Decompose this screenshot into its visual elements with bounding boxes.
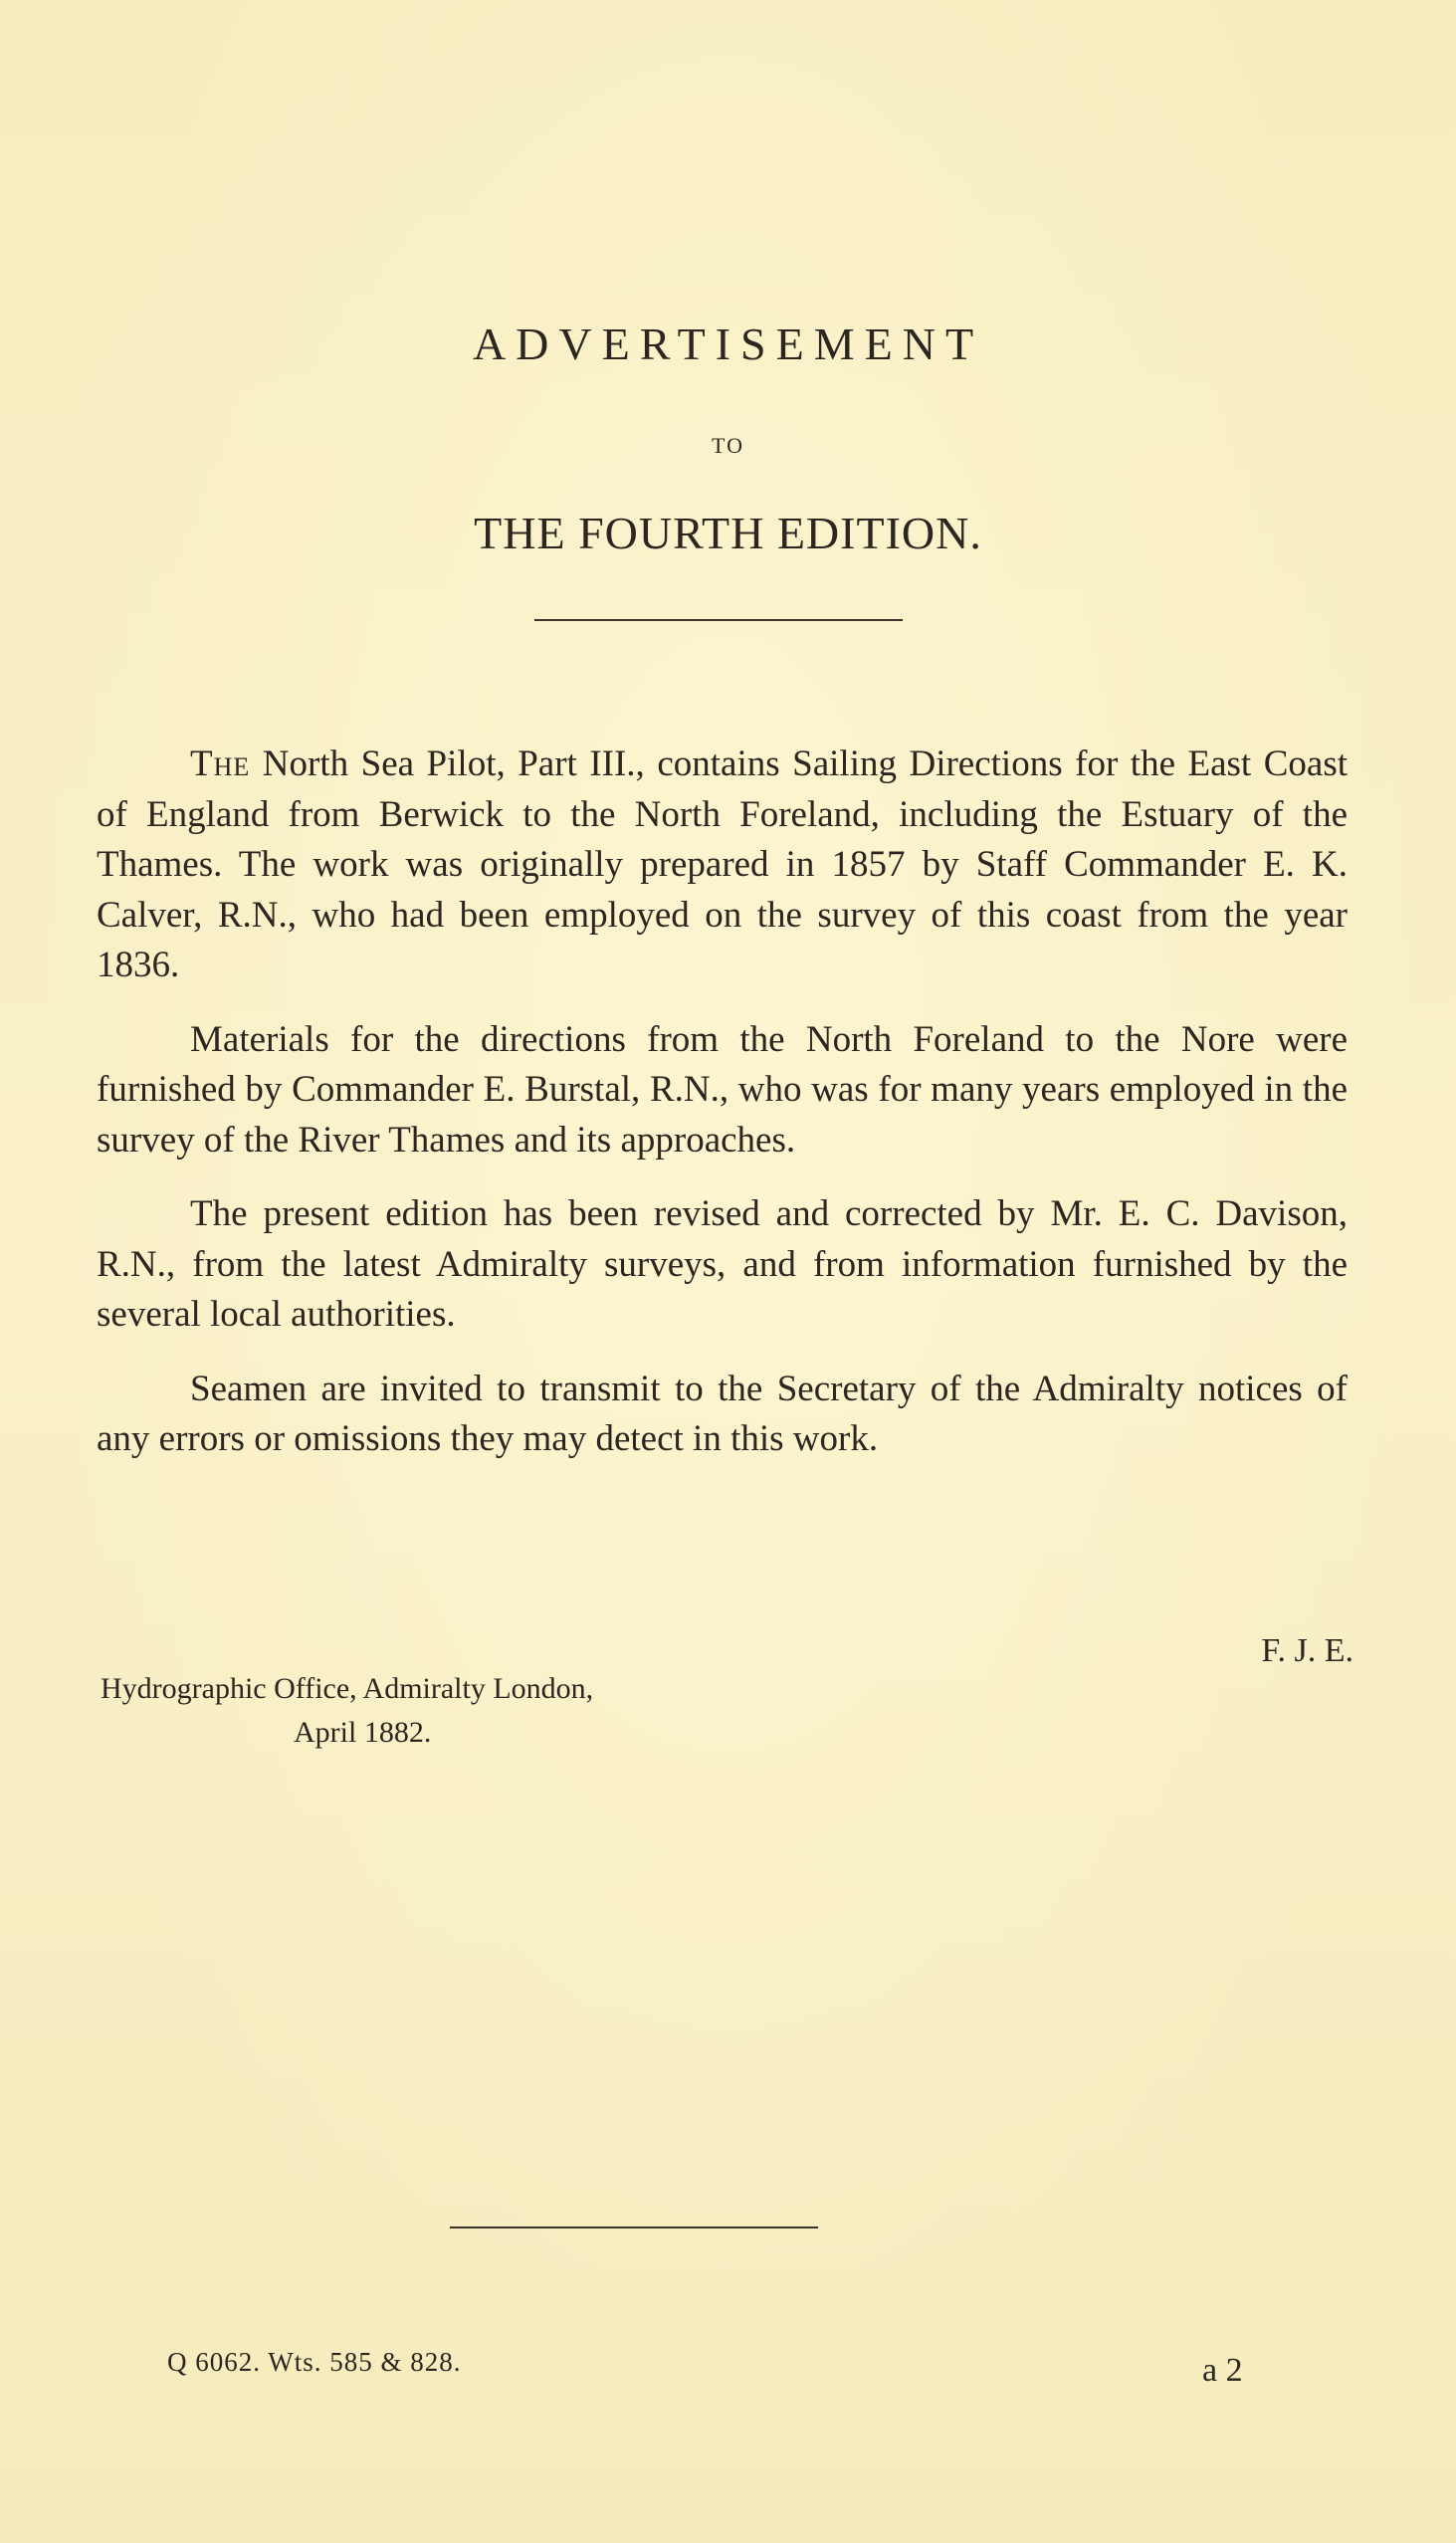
title-connector: TO [712, 433, 744, 458]
paragraph-2: Materials for the directions from the North Foreland to the Nore were furnished by Commander E. Burstal, R.N., who was for many years employed in the survey of the River Thames and its approaches. [97, 1018, 1348, 1161]
office-address: Hydrographic Office, Admiralty London, [101, 1672, 594, 1705]
signature-initials: F. J. E. [1261, 1632, 1353, 1669]
paragraph-1-text: North Sea Pilot, Part III., contains Sailing Directions for the East Coast of England from Berwick to the North Foreland, including the Estuary of the Thames. The work was originally prepared in 1857 by Staff Commander E. K. Calver, R.N., who had been employed on the survey of this coast from the year 1836. [97, 743, 1348, 985]
paragraph-3: The present edition has been revised and corrected by Mr. E. C. Davison, R.N., from the latest Admiralty surveys, and from information furnished by the several local authorities. [97, 1193, 1348, 1335]
paragraph-1 [97, 740, 1348, 991]
edition-subtitle: THE FOURTH EDITION. [474, 508, 982, 558]
paragraph-1-lead: The [190, 743, 251, 784]
issue-date: April 1882. [294, 1716, 432, 1749]
paragraph-4: Seamen are invited to transmit to the Secretary of the Admiralty notices of any errors or omissions they may detect in this work. [97, 1368, 1348, 1459]
divider-rule-bottom [450, 2226, 818, 2228]
signature-mark: a 2 [1202, 2352, 1243, 2389]
print-code: Q 6062. Wts. 585 & 828. [167, 2347, 462, 2377]
divider-rule-top [534, 619, 903, 621]
body-text [97, 740, 1348, 1489]
page-title: ADVERTISEMENT [472, 318, 984, 369]
